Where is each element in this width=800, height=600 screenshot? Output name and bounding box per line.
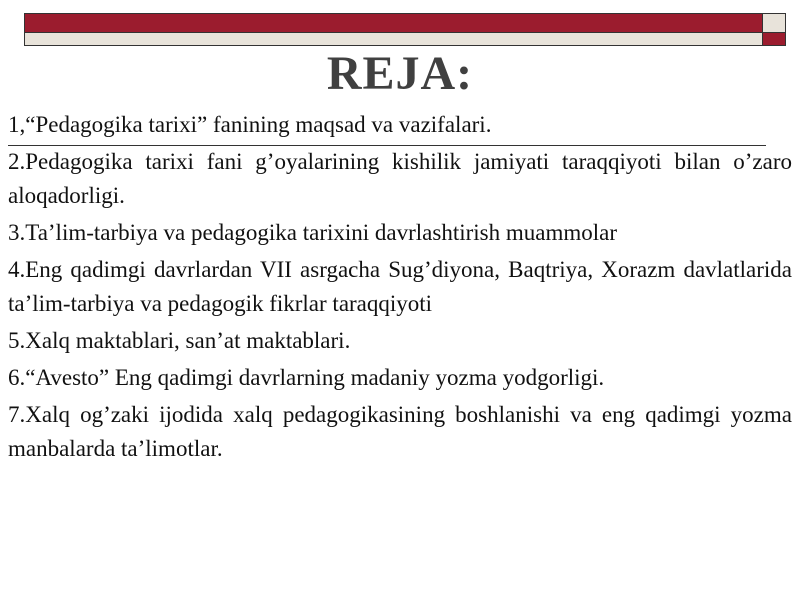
plan-item-5: 5.Xalq maktablari, san’at maktablari. <box>8 328 351 353</box>
header-bar-dark-stripe <box>24 13 763 33</box>
plan-item-6: 6.“Avesto” Eng qadimgi davrlarning madaniy yozma yodgorligi. <box>8 365 605 390</box>
plan-list <box>8 108 792 469</box>
plan-item-4: 4.Eng qadimgi davrlardan VII asrgacha Sug’diyona, Baqtriya, Xorazm davlatlarida ta’lim-tarbiya va pedagogik fikrlar taraqqiyoti <box>8 257 792 316</box>
header-decorative-bar <box>24 13 786 46</box>
header-bar-end-light-block <box>763 13 786 33</box>
slide-title: REJA: <box>326 47 474 100</box>
plan-item-3: 3.Ta’lim-tarbiya va pedagogika tarixini davrlashtirish muammolar <box>8 220 617 245</box>
plan-item-2: 2.Pedagogika tarixi fani g’oyalarining kishilik jamiyati taraqqiyoti bilan o’zaro aloqadorligi. <box>8 149 792 208</box>
header-bar-light-stripe <box>24 33 763 46</box>
header-bar-end-dark-block <box>763 33 786 46</box>
plan-item-1: 1,“Pedagogika tarixi” fanining maqsad va vazifalari. <box>8 112 492 137</box>
plan-item-7: 7.Xalq og’zaki ijodida xalq pedagogikasining boshlanishi va eng qadimgi yozma manbalarda ta’limotlar. <box>8 402 792 461</box>
